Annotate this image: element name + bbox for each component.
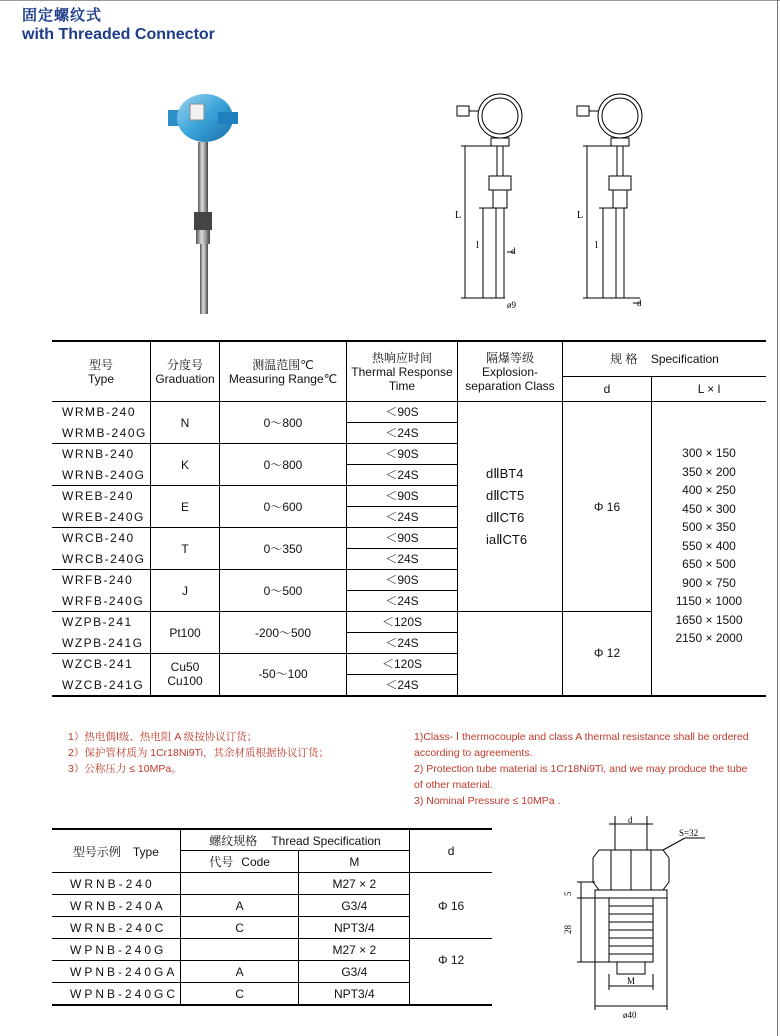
hex-nut bbox=[194, 212, 212, 230]
th-thread-cn: 螺纹规格 bbox=[209, 833, 258, 848]
thread-code bbox=[180, 939, 299, 961]
notes-cn bbox=[68, 729, 398, 777]
dim-L-2: L bbox=[577, 210, 584, 221]
gland-right bbox=[218, 112, 238, 124]
dim-l: l bbox=[476, 240, 479, 251]
right-border bbox=[777, 0, 778, 1036]
col-grad bbox=[151, 341, 220, 402]
col-resp bbox=[347, 341, 458, 402]
exp-class-blank bbox=[458, 612, 563, 696]
model-cell: WRMB-240 bbox=[52, 402, 151, 423]
thread-code: C bbox=[180, 983, 299, 1006]
thread-table bbox=[52, 828, 492, 1006]
model-cell: WZPB-241G bbox=[52, 633, 151, 654]
resp-en1: Thermal Response bbox=[351, 364, 453, 379]
nameplate bbox=[190, 104, 204, 120]
section-title-cn: 固定螺纹式 bbox=[22, 7, 103, 24]
time-cell: ＜90S bbox=[347, 444, 458, 465]
time-cell: ＜90S bbox=[347, 402, 458, 423]
d-value-cell: Φ 12 bbox=[563, 612, 652, 696]
model-cell: WREB-240 bbox=[52, 486, 151, 507]
model-cell: WRCB-240G bbox=[52, 549, 151, 570]
model-cell: WRCB-240 bbox=[52, 528, 151, 549]
spec-en: Specification bbox=[650, 352, 719, 366]
thread-code: A bbox=[180, 961, 299, 983]
grad-cell: T bbox=[151, 528, 220, 570]
grad-cn: 分度号 bbox=[166, 357, 203, 372]
model-cell: WRFB-240G bbox=[52, 591, 151, 612]
fitting-drawing bbox=[555, 812, 715, 1024]
exp-class: dⅡBT4 bbox=[486, 465, 524, 481]
grad-cell: K bbox=[151, 444, 220, 486]
type-en: Type bbox=[87, 371, 114, 386]
fit-28: 28 bbox=[563, 925, 573, 934]
dim-L: L bbox=[455, 210, 462, 221]
thread-d: Φ 16 bbox=[410, 873, 492, 939]
thread-m: M27 × 2 bbox=[299, 939, 410, 961]
lxl-value: 650 × 500 bbox=[682, 557, 736, 571]
note-en-line: of other material. bbox=[414, 779, 493, 791]
model-cell: WZCB-241G bbox=[52, 675, 151, 696]
note-en-line: 3) Nominal Pressure ≤ 10MPa . bbox=[414, 795, 561, 807]
thread-m: NPT3/4 bbox=[299, 917, 410, 939]
dim-d-2: d bbox=[637, 298, 642, 308]
range-en: Measuring Range℃ bbox=[228, 371, 338, 386]
dimension-drawing-2 bbox=[575, 88, 675, 318]
dim-l-2: l bbox=[595, 240, 598, 251]
time-cell: ＜24S bbox=[347, 633, 458, 654]
col-spec bbox=[563, 341, 767, 377]
thread-model: WPNB-240G bbox=[52, 939, 180, 961]
thread-code: A bbox=[180, 895, 299, 917]
dim-phi9: ø9 bbox=[507, 300, 516, 310]
grad-en: Graduation bbox=[155, 371, 215, 386]
time-cell: ＜24S bbox=[347, 675, 458, 696]
dim-d: d bbox=[511, 246, 516, 256]
exp-class-cell bbox=[458, 402, 563, 612]
th-code bbox=[180, 851, 299, 873]
time-cell: ＜90S bbox=[347, 528, 458, 549]
grad-line: Cu100 bbox=[167, 674, 203, 689]
lxl-value: 300 × 150 bbox=[682, 446, 736, 460]
time-cell: ＜90S bbox=[347, 570, 458, 591]
lxl-value: 550 × 400 bbox=[682, 538, 736, 553]
th-code-en: Code bbox=[241, 855, 270, 869]
grad-cell: N bbox=[151, 402, 220, 444]
lxl-value: 1150 × 1000 bbox=[675, 594, 743, 608]
resp-cn: 热响应时间 bbox=[371, 350, 432, 365]
lxl-value: 500 × 350 bbox=[682, 520, 736, 534]
resp-en2: Time bbox=[388, 378, 416, 393]
col-exp bbox=[458, 341, 563, 402]
thread-model: WPNB-240GC bbox=[52, 983, 180, 1006]
top-border bbox=[0, 0, 780, 1]
model-cell: WZCB-241 bbox=[52, 654, 151, 675]
time-cell: ＜24S bbox=[347, 549, 458, 570]
th-thread-en: Thread Specification bbox=[271, 833, 381, 848]
thread-model: WRNB-240A bbox=[52, 895, 180, 917]
model-cell: WRNB-240 bbox=[52, 444, 151, 465]
thread-model: WPNB-240GA bbox=[52, 961, 180, 983]
d-value-cell: Φ 16 bbox=[563, 402, 652, 612]
th-code-cn: 代号 bbox=[209, 855, 234, 869]
fit-s32: S=32 bbox=[679, 828, 699, 838]
grad-cell bbox=[151, 654, 220, 696]
note-en-line: 2) Protection tube material is 1Cr18Ni9Ti, and we may produce the tube bbox=[414, 763, 748, 775]
notes-en bbox=[414, 729, 770, 809]
lxl-value: 400 × 250 bbox=[682, 483, 736, 497]
thread-model: WRNB-240 bbox=[52, 873, 180, 895]
col-d: d bbox=[563, 377, 652, 402]
model-cell: WRMB-240G bbox=[52, 423, 151, 444]
exp-cn: 隔爆等级 bbox=[485, 350, 534, 365]
time-cell: ＜24S bbox=[347, 591, 458, 612]
lxl-value: 350 × 200 bbox=[682, 464, 736, 479]
model-cell: WZPB-241 bbox=[52, 612, 151, 633]
col-range bbox=[220, 341, 347, 402]
range-cell: 0～350 bbox=[220, 528, 347, 570]
range-cell: 0～600 bbox=[220, 486, 347, 528]
dimension-drawing-1 bbox=[445, 88, 545, 318]
spec-cn: 规 格 bbox=[610, 352, 638, 366]
range-cell: 0～800 bbox=[220, 402, 347, 444]
th-example bbox=[52, 829, 180, 873]
lxl-value: 900 × 750 bbox=[682, 575, 736, 590]
thread-m: G3/4 bbox=[299, 895, 410, 917]
col-type bbox=[52, 341, 151, 402]
time-cell: ＜24S bbox=[347, 507, 458, 528]
lxl-cell bbox=[652, 402, 767, 696]
lxl-value: 1650 × 1500 bbox=[675, 612, 743, 627]
exp-class: dⅡCT6 bbox=[486, 509, 525, 525]
range-cell: -50～100 bbox=[220, 654, 347, 696]
range-cell: 0～800 bbox=[220, 444, 347, 486]
model-cell: WRFB-240 bbox=[52, 570, 151, 591]
time-cell: ＜90S bbox=[347, 486, 458, 507]
spec-table bbox=[52, 340, 766, 697]
fit-5: 5 bbox=[563, 891, 573, 896]
grad-line: Cu50 bbox=[170, 660, 200, 675]
time-cell: ＜120S bbox=[347, 654, 458, 675]
note-cn-line: 3）公称压力 ≤ 10MPa。 bbox=[68, 763, 182, 775]
time-cell: ＜24S bbox=[347, 465, 458, 486]
thread-model: WRNB-240C bbox=[52, 917, 180, 939]
col-lxl: L × l bbox=[652, 377, 767, 402]
fit-d: d bbox=[628, 815, 633, 825]
exp-class: dⅡCT5 bbox=[486, 487, 525, 503]
range-cell: -200～500 bbox=[220, 612, 347, 654]
probe-tube bbox=[200, 244, 208, 314]
type-cn: 型号 bbox=[88, 357, 113, 372]
grad-cell: J bbox=[151, 570, 220, 612]
grad-cell: E bbox=[151, 486, 220, 528]
model-cell: WREB-240G bbox=[52, 507, 151, 528]
model-cell: WRNB-240G bbox=[52, 465, 151, 486]
fit-M: M bbox=[627, 976, 636, 986]
lxl-value: 2150 × 2000 bbox=[675, 631, 743, 645]
thread-m: G3/4 bbox=[299, 961, 410, 983]
time-cell: ＜120S bbox=[347, 612, 458, 633]
thread-code: C bbox=[180, 917, 299, 939]
th-d: d bbox=[410, 829, 492, 873]
thread-m: NPT3/4 bbox=[299, 983, 410, 1006]
th-example-cn: 型号示例 bbox=[72, 844, 121, 859]
exp-en2: separation Class bbox=[465, 378, 555, 393]
exp-en1: Explosion- bbox=[481, 364, 539, 379]
thread-d: Φ 12 bbox=[410, 939, 492, 1006]
note-en-line: 1)Class- Ⅰ thermocouple and class A thermal resistance shall be ordered bbox=[414, 731, 749, 743]
thread-code bbox=[180, 873, 299, 895]
range-cell: 0～500 bbox=[220, 570, 347, 612]
note-cn-line: 1）热电偶Ⅰ级、热电阻 A 级按协议订货； bbox=[68, 731, 258, 743]
range-cn: 测温范围℃ bbox=[252, 357, 314, 372]
grad-cell: Pt100 bbox=[151, 612, 220, 654]
th-example-en: Type bbox=[132, 844, 159, 859]
upper-stem bbox=[198, 142, 208, 212]
thread bbox=[196, 230, 210, 244]
section-title-en: with Threaded Connector bbox=[22, 26, 215, 43]
note-cn-line: 2）保护管材质为 1Cr18Ni9Ti，其余材质根据协议订货； bbox=[68, 747, 329, 759]
note-en-line: according to agreements. bbox=[414, 747, 533, 759]
product-photo bbox=[160, 90, 250, 315]
fit-phi40: ø40 bbox=[623, 1010, 637, 1020]
thread-m: M27 × 2 bbox=[299, 873, 410, 895]
lxl-value: 450 × 300 bbox=[682, 501, 736, 516]
th-thread bbox=[180, 829, 409, 851]
th-m: M bbox=[299, 851, 410, 873]
exp-class: iaⅡCT6 bbox=[486, 531, 528, 547]
time-cell: ＜24S bbox=[347, 423, 458, 444]
